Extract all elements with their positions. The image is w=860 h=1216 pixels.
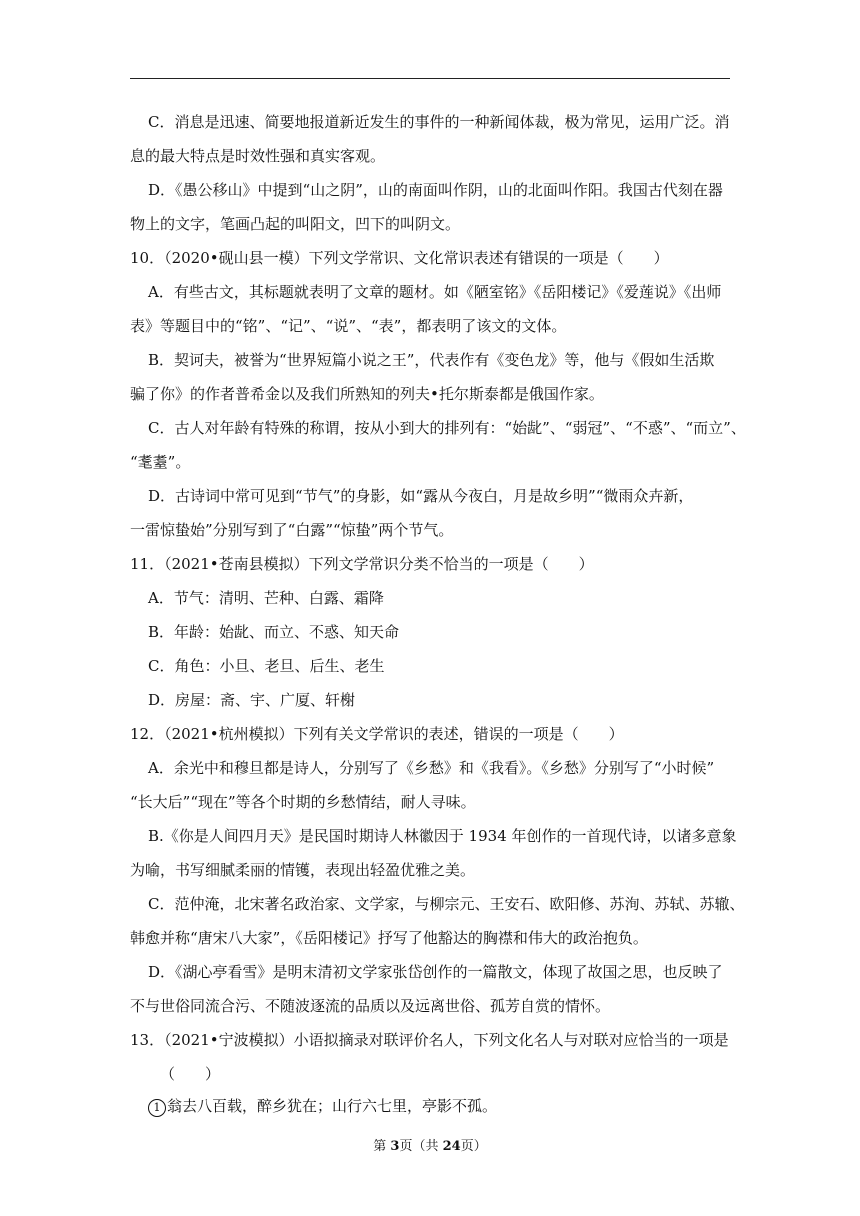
text-line: A．节气：清明、芒种、白露、霜降 [148, 589, 384, 607]
text-line: 息的最大特点是时效性强和真实客观。 [130, 147, 386, 165]
circled-item-line [148, 1096, 497, 1117]
footer-prefix: 第 [373, 1139, 391, 1154]
text-line: D．房屋：斋、宇、广厦、轩榭 [148, 691, 356, 709]
footer-suffix: 页） [460, 1139, 487, 1154]
text-line: 12．（2021•杭州模拟）下列有关文学常识的表述，错误的一项是（ ） [130, 725, 624, 743]
circled-item-text: 翁去八百载，醉乡犹在；山行六七里，亭影不孤。 [167, 1097, 498, 1115]
text-line: A．余光中和穆旦都是诗人，分别写了《乡愁》和《我看》。《乡愁》分别写了“小时候” [148, 759, 715, 777]
text-line: 表》等题目中的“铭”、“记”、“说”、“表”，都表明了该文的文体。 [130, 317, 567, 335]
text-line: 一雷惊蛰始”分别写到了“白露”“惊蛰”两个节气。 [130, 521, 454, 539]
text-line: 10．（2020•砚山县一模）下列文学常识、文化常识表述有错误的一项是（ ） [130, 249, 669, 267]
header-rule [130, 78, 730, 79]
text-line: 不与世俗同流合污、不随波逐流的品质以及远离世俗、孤芳自赏的情怀。 [130, 997, 611, 1015]
text-line: 物上的文字，笔画凸起的叫阳文，凹下的叫阴文。 [130, 215, 461, 233]
page-footer [0, 1138, 860, 1156]
text-line: C．古人对年龄有特殊的称谓，按从小到大的排列有：“始龀”、“弱冠”、“不惑”、“而立”、 [148, 419, 746, 437]
text-line: “耄耋”。 [130, 453, 191, 471]
text-line: 韩愈并称“唐宋八大家”，《岳阳楼记》抒写了他豁达的胸襟和伟大的政治抱负。 [130, 929, 648, 947]
text-line: 骗了你》的作者普希金以及我们所熟知的列夫•托尔斯泰都是俄国作家。 [130, 385, 604, 403]
footer-middle: 页（共 [399, 1139, 443, 1154]
text-line: B．契诃夫，被誉为“世界短篇小说之王”，代表作有《变色龙》等，他与《假如生活欺 [148, 351, 715, 369]
circled-number-marker: 1 [148, 1099, 166, 1117]
text-line: B.《你是人间四月天》是民国时期诗人林徽因于 1934 年创作的一首现代诗，以诸多意象 [148, 827, 737, 845]
text-line: A．有些古文，其标题就表明了文章的题材。如《陋室铭》《岳阳楼记》《爱莲说》《出师 [148, 283, 722, 301]
text-line: D．《愚公移山》中提到“山之阴”，山的南面叫作阴，山的北面叫作阳。我国古代刻在器 [148, 181, 723, 199]
text-line: 13．（2021•宁波模拟）小语拟摘录对联评价名人，下列文化名人与对联对应恰当的一项是 [130, 1031, 729, 1049]
text-line: 11．（2021•苍南县模拟）下列文学常识分类不恰当的一项是（ ） [130, 555, 594, 573]
text-line: C．角色：小旦、老旦、后生、老生 [148, 657, 385, 675]
footer-page-number: 3 [390, 1139, 400, 1154]
text-line: D．古诗词中常可见到“节气”的身影，如“露从今夜白，月是故乡明”“微雨众卉新， [148, 487, 694, 505]
footer-total-pages: 24 [442, 1139, 461, 1154]
text-line: C．消息是迅速、简要地报道新近发生的事件的一种新闻体裁，极为常见，运用广泛。消 [148, 113, 730, 131]
text-line: 为喻，书写细腻柔丽的情镬，表现出轻盈优雅之美。 [130, 861, 476, 879]
text-line: “长大后”“现在”等各个时期的乡愁情结，耐人寻味。 [130, 793, 476, 811]
text-line: C．范仲淹，北宋著名政治家、文学家，与柳宗元、王安石、欧阳修、苏洵、苏轼、苏辙、 [148, 895, 745, 913]
text-line: D．《湖心亭看雪》是明末清初文学家张岱创作的一篇散文，体现了故国之思，也反映了 [148, 963, 723, 981]
text-line: B．年龄：始龀、而立、不惑、知天命 [148, 623, 400, 641]
text-line: （ ） [160, 1065, 221, 1083]
